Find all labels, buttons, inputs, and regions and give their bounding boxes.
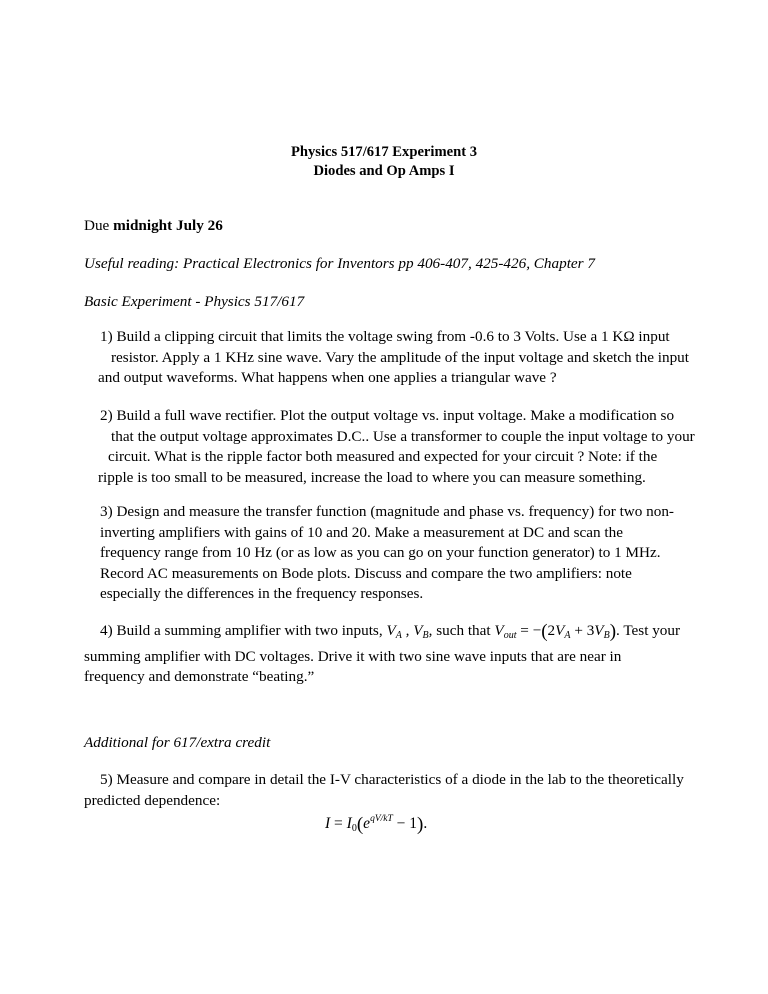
item-2-line-3: circuit. What is the ripple factor both measured and expected for your circuit ? Note: if the: [108, 448, 658, 465]
diode-equation: $I = I_0(e^{qV/kT} - 1)$.: [325, 814, 428, 835]
equation-exponent: qV/kT: [370, 814, 393, 824]
additional-heading: Additional for 617/extra credit: [84, 734, 271, 751]
item-3-line-4: Record AC measurements on Bode plots. Discuss and compare the two amplifiers: note: [100, 564, 632, 582]
item-4-line-1: [100, 621, 680, 647]
due-deadline: midnight July 26: [113, 217, 223, 234]
equation-i0-sub: 0: [351, 823, 357, 834]
equation-minus-one: − 1: [392, 815, 418, 832]
useful-reading: Useful reading: Practical Electronics for Inventors pp 406-407, 425-426, Chapter 7: [84, 255, 595, 272]
item-3-line-3: frequency range from 10 Hz (or as low as you can go on your function generator) to 1 MHz.: [100, 544, 661, 561]
equation-open-paren: (: [356, 814, 364, 835]
item-3: [100, 502, 674, 605]
equation-end: .: [423, 815, 428, 832]
item-2-line-2: that the output voltage approximates D.C.. Use a transformer to couple the input voltage to your: [111, 427, 695, 445]
equation-close-paren: ): [417, 814, 424, 835]
equation-lhs: I: [325, 815, 331, 832]
equation-i0: I: [346, 815, 352, 832]
item-4-line-3: frequency and demonstrate “beating.”: [84, 668, 315, 685]
item-4: [84, 621, 681, 688]
item-4-text-b: , such that: [428, 622, 495, 639]
document-title: Physics 517/617 Experiment 3: [290, 144, 478, 160]
item-3-line-2: inverting amplifiers with gains of 10 and 20. Make a measurement at DC and scan the: [100, 523, 623, 541]
document-subtitle: Diodes and Op Amps I: [313, 163, 455, 179]
basic-experiment-heading: Basic Experiment - Physics 517/617: [84, 293, 305, 310]
item-1-line-3: and output waveforms. What happens when one applies a triangular wave ?: [98, 369, 557, 386]
item-4-text-a: 4) Build a summing amplifier with two inputs,: [100, 622, 387, 639]
item-5: [84, 770, 684, 811]
item-4-text-c: . Test your: [616, 622, 681, 639]
inputs-formula: $V_A$ , $V_B$: [386, 622, 429, 641]
due-prefix: Due: [84, 217, 114, 234]
item-2-line-1: 2) Build a full wave rectifier. Plot the output voltage vs. input voltage. Make a modification so: [100, 407, 675, 424]
vout-formula: $V_{out} = -(2V_A + 3V_B)$: [494, 621, 617, 642]
item-3-line-1: 3) Design and measure the transfer function (magnitude and phase vs. frequency) for two non-: [100, 503, 674, 520]
item-5-line-1: 5) Measure and compare in detail the I-V characteristics of a diode in the lab to the theoretically: [100, 771, 684, 788]
item-1: [100, 327, 689, 389]
item-5-line-2: predicted dependence:: [84, 791, 221, 809]
item-2-line-4: ripple is too small to be measured, increase the load to where you can measure something.: [98, 468, 646, 486]
item-1-line-1: 1) Build a clipping circuit that limits the voltage swing from -0.6 to 3 Volts. Use a 1 KΩ input: [100, 328, 670, 345]
item-1-line-2: resistor. Apply a 1 KHz sine wave. Vary the amplitude of the input voltage and sketch the input: [111, 348, 689, 366]
item-4-line-2: summing amplifier with DC voltages. Drive it with two sine wave inputs that are near in: [84, 647, 622, 665]
due-date-line: [84, 216, 223, 235]
item-2: [100, 406, 695, 488]
item-3-line-5: especially the differences in the frequency responses.: [100, 585, 424, 602]
equation-exp-base: e: [363, 815, 371, 832]
